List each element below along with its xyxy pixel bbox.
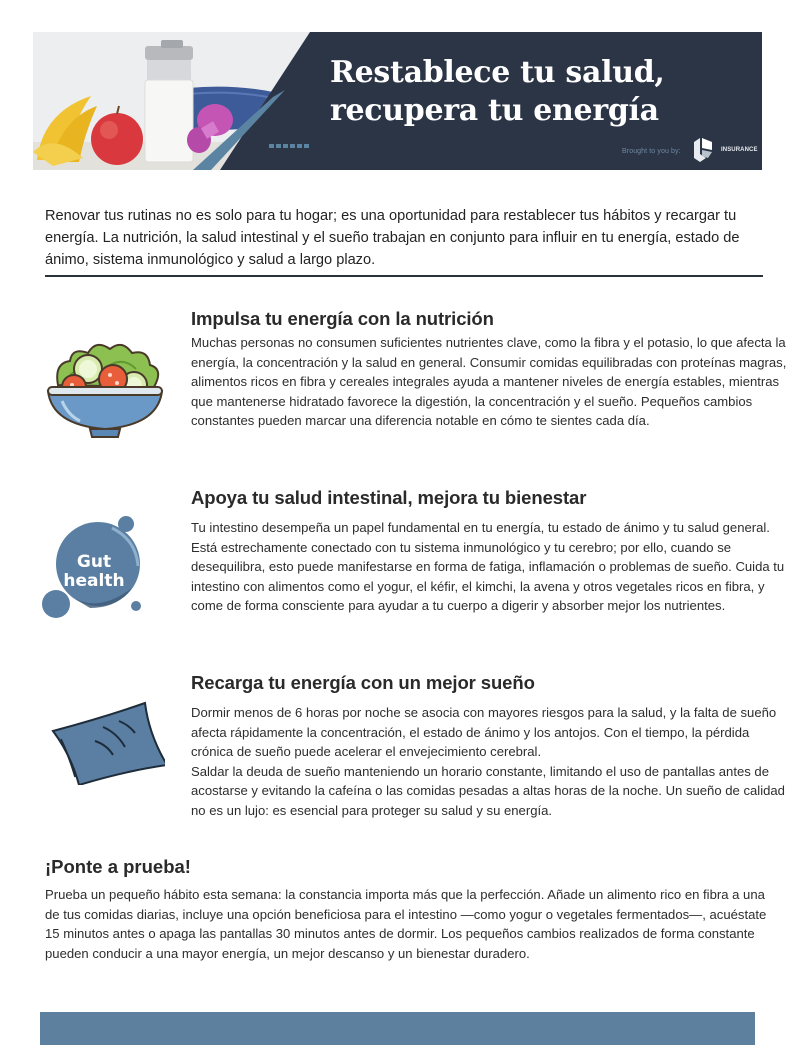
gut-health-bubble-icon <box>38 510 156 622</box>
section-heading: Impulsa tu energía con la nutrición <box>191 308 494 329</box>
divider <box>45 275 763 277</box>
challenge-heading: ¡Ponte a prueba! <box>45 856 191 877</box>
header-banner <box>33 32 762 170</box>
intro-paragraph: Renovar tus rutinas no es solo para tu hogar; es una oportunidad para restablecer tus hábitos y recargar tu energía. La nutrición, la salud intestinal y el sueño trabajan en conjunto para influir en tu energía, estado de ánimo, sistema inmunológico y salud a largo plazo. <box>45 207 740 268</box>
brought-to-you-by-label: Brought to you by: <box>622 148 681 155</box>
decorative-dots <box>269 144 309 148</box>
section-body-paragraph-1: Dormir menos de 6 horas por noche se asocia con mayores riesgos para la salud, y la falta de sueño afecta rápidamente la concentración, el estado de ánimo y los antojos. Con el tiempo, la pérdida crónica de sueño puede acelerar el envejecimiento cerebral. <box>191 705 777 759</box>
section-body: Muchas personas no consumen suficientes nutrientes clave, como la fibra y el potasio, lo que afecta la energía, la concentración y la salud en general. Consumir comidas equilibradas con proteínas magras, alimentos ricos en fibra y cereales integrales ayuda a mantener niveles de energía estables, mientras que mantenerse hidratado favorece la digestión, la concentración y el sueño. Pequeños cambios constantes pueden marcar una diferencia notable en cómo te sientes cada día. <box>191 335 787 428</box>
footer-bar <box>40 1012 755 1045</box>
section-body-paragraph-2: Saldar la deuda de sueño manteniendo un horario constante, limitando el uso de pantallas antes de acostarse y evitando la cafeína o las comidas pesadas a altas horas de la noche. Un sueño de calidad no es un lujo: es esencial para proteger su salud y su energía. <box>191 763 785 818</box>
pillow-icon <box>45 695 165 785</box>
svg-text:Gut: Gut <box>76 552 112 572</box>
insurance-logo-icon <box>690 136 718 164</box>
page-title <box>330 54 750 130</box>
section-heading: Recarga tu energía con un mejor sueño <box>191 672 535 693</box>
svg-text:health: health <box>63 571 125 591</box>
section-body: Tu intestino desempeña un papel fundamental en tu energía, tu estado de ánimo y tu salud general. Está estrechamente conectado con tu sistema inmunológico y tu cerebro; por ello, cuando se desequilibra, esto puede manifestarse en forma de fatiga, inflamación o problemas de sueño. Cuida tu intestino con alimentos como el yogur, el kéfir, el kimchi, la avena y otros vegetales ricos en fibra, y come de forma consciente para ayudar a tu cuerpo a digerir y absorber mejor los nutrientes. <box>191 520 785 613</box>
challenge-section <box>45 855 770 963</box>
section-gut-health <box>191 486 791 616</box>
challenge-body: Prueba un pequeño hábito esta semana: la constancia importa más que la perfección. Añade un alimento rico en fibra a una de tus comidas diarias, incluye una opción beneficiosa para el intestino —como yogur o vegetales fermentados—, acuéstate 15 minutos antes o apaga las pantallas 30 minutos antes de dormir. Los pequeños cambios realizados de forma constante pueden conducir a una mayor energía, un mejor descanso y un bienestar duradero. <box>45 887 767 961</box>
section-heading: Apoya tu salud intestinal, mejora tu bienestar <box>191 487 587 508</box>
salad-bowl-icon <box>40 325 170 440</box>
page-title-line-1: Restablece tu salud, <box>330 55 665 90</box>
section-sleep <box>191 671 791 820</box>
logo-text: INSURANCE <box>721 147 758 153</box>
section-nutrition <box>191 307 791 431</box>
page-title-line-2: recupera tu energía <box>330 93 659 128</box>
